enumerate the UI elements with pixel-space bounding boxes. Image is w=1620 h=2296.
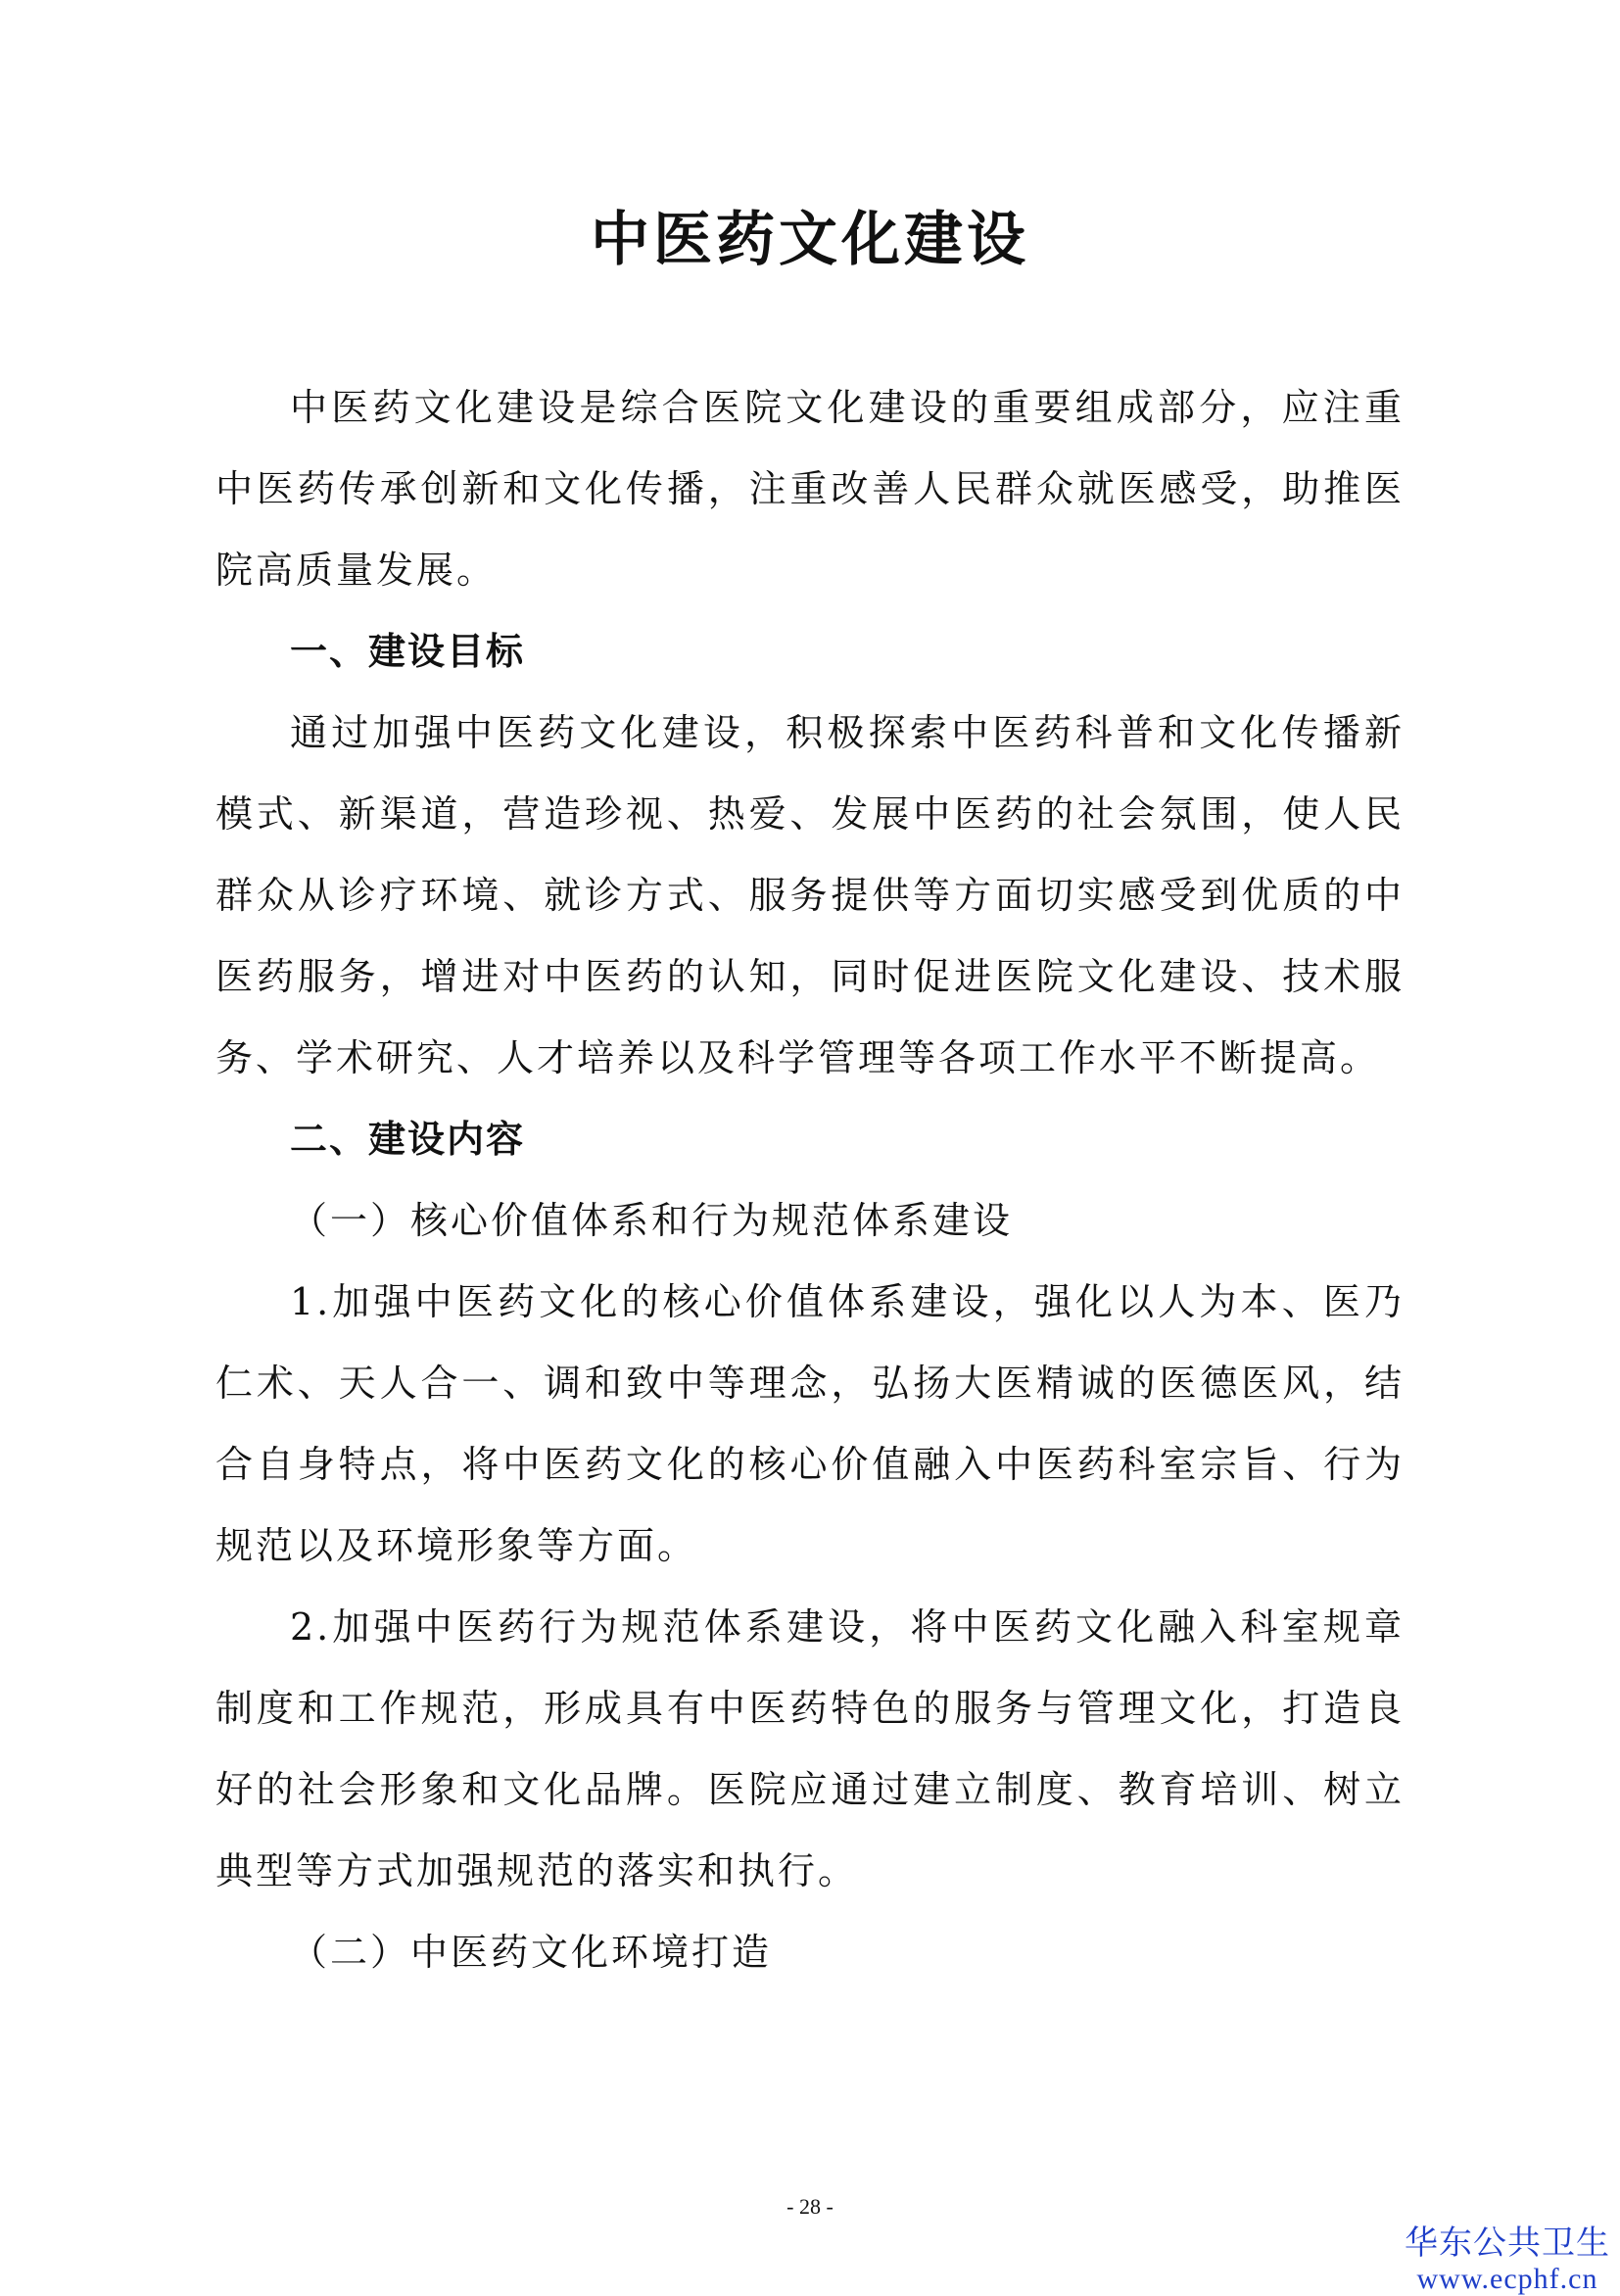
section-heading-goals: 一、建设目标 — [290, 630, 526, 673]
subsection-heading-environment: （二）中医药文化环境打造 — [290, 1931, 773, 1974]
document-body — [215, 367, 1405, 1993]
values-item-2: 2.加强中医药行为规范体系建设，将中医药文化融入科室规章制度和工作规范，形成具有中医药特色的服务与管理文化，打造良好的社会形象和文化品牌。医院应通过建立制度、教育培训、树立典型等方式加强规范的落实和执行。 — [215, 1605, 1405, 1892]
watermark-name: 华东公共卫生 — [1405, 2224, 1610, 2263]
goals-paragraph: 通过加强中医药文化建设，积极探索中医药科普和文化传播新模式、新渠道，营造珍视、热爱、发展中医药的社会氛围，使人民群众从诊疗环境、就诊方式、服务提供等方面切实感受到优质的中医药服务，增进对中医药的认知，同时促进医院文化建设、技术服务、学术研究、人才培养以及科学管理等各项工作水平不断提高。 — [215, 711, 1405, 1079]
page-number: - 28 - — [786, 2194, 834, 2219]
section-heading-content: 二、建设内容 — [290, 1118, 526, 1161]
subsection-heading-values: （一）核心价值体系和行为规范体系建设 — [290, 1199, 1014, 1242]
watermark-url: www.ecphf.cn — [1416, 2263, 1598, 2295]
document-title: 中医药文化建设 — [591, 206, 1029, 274]
intro-paragraph: 中医药文化建设是综合医院文化建设的重要组成部分，应注重中医药传承创新和文化传播，注重改善人民群众就医感受，助推医院高质量发展。 — [215, 386, 1405, 592]
values-item-1: 1.加强中医药文化的核心价值体系建设，强化以人为本、医乃仁术、天人合一、调和致中等理念，弘扬大医精诚的医德医风，结合自身特点，将中医药文化的核心价值融入中医药科室宗旨、行为规范以及环境形象等方面。 — [215, 1280, 1405, 1567]
watermark — [1405, 2224, 1610, 2296]
